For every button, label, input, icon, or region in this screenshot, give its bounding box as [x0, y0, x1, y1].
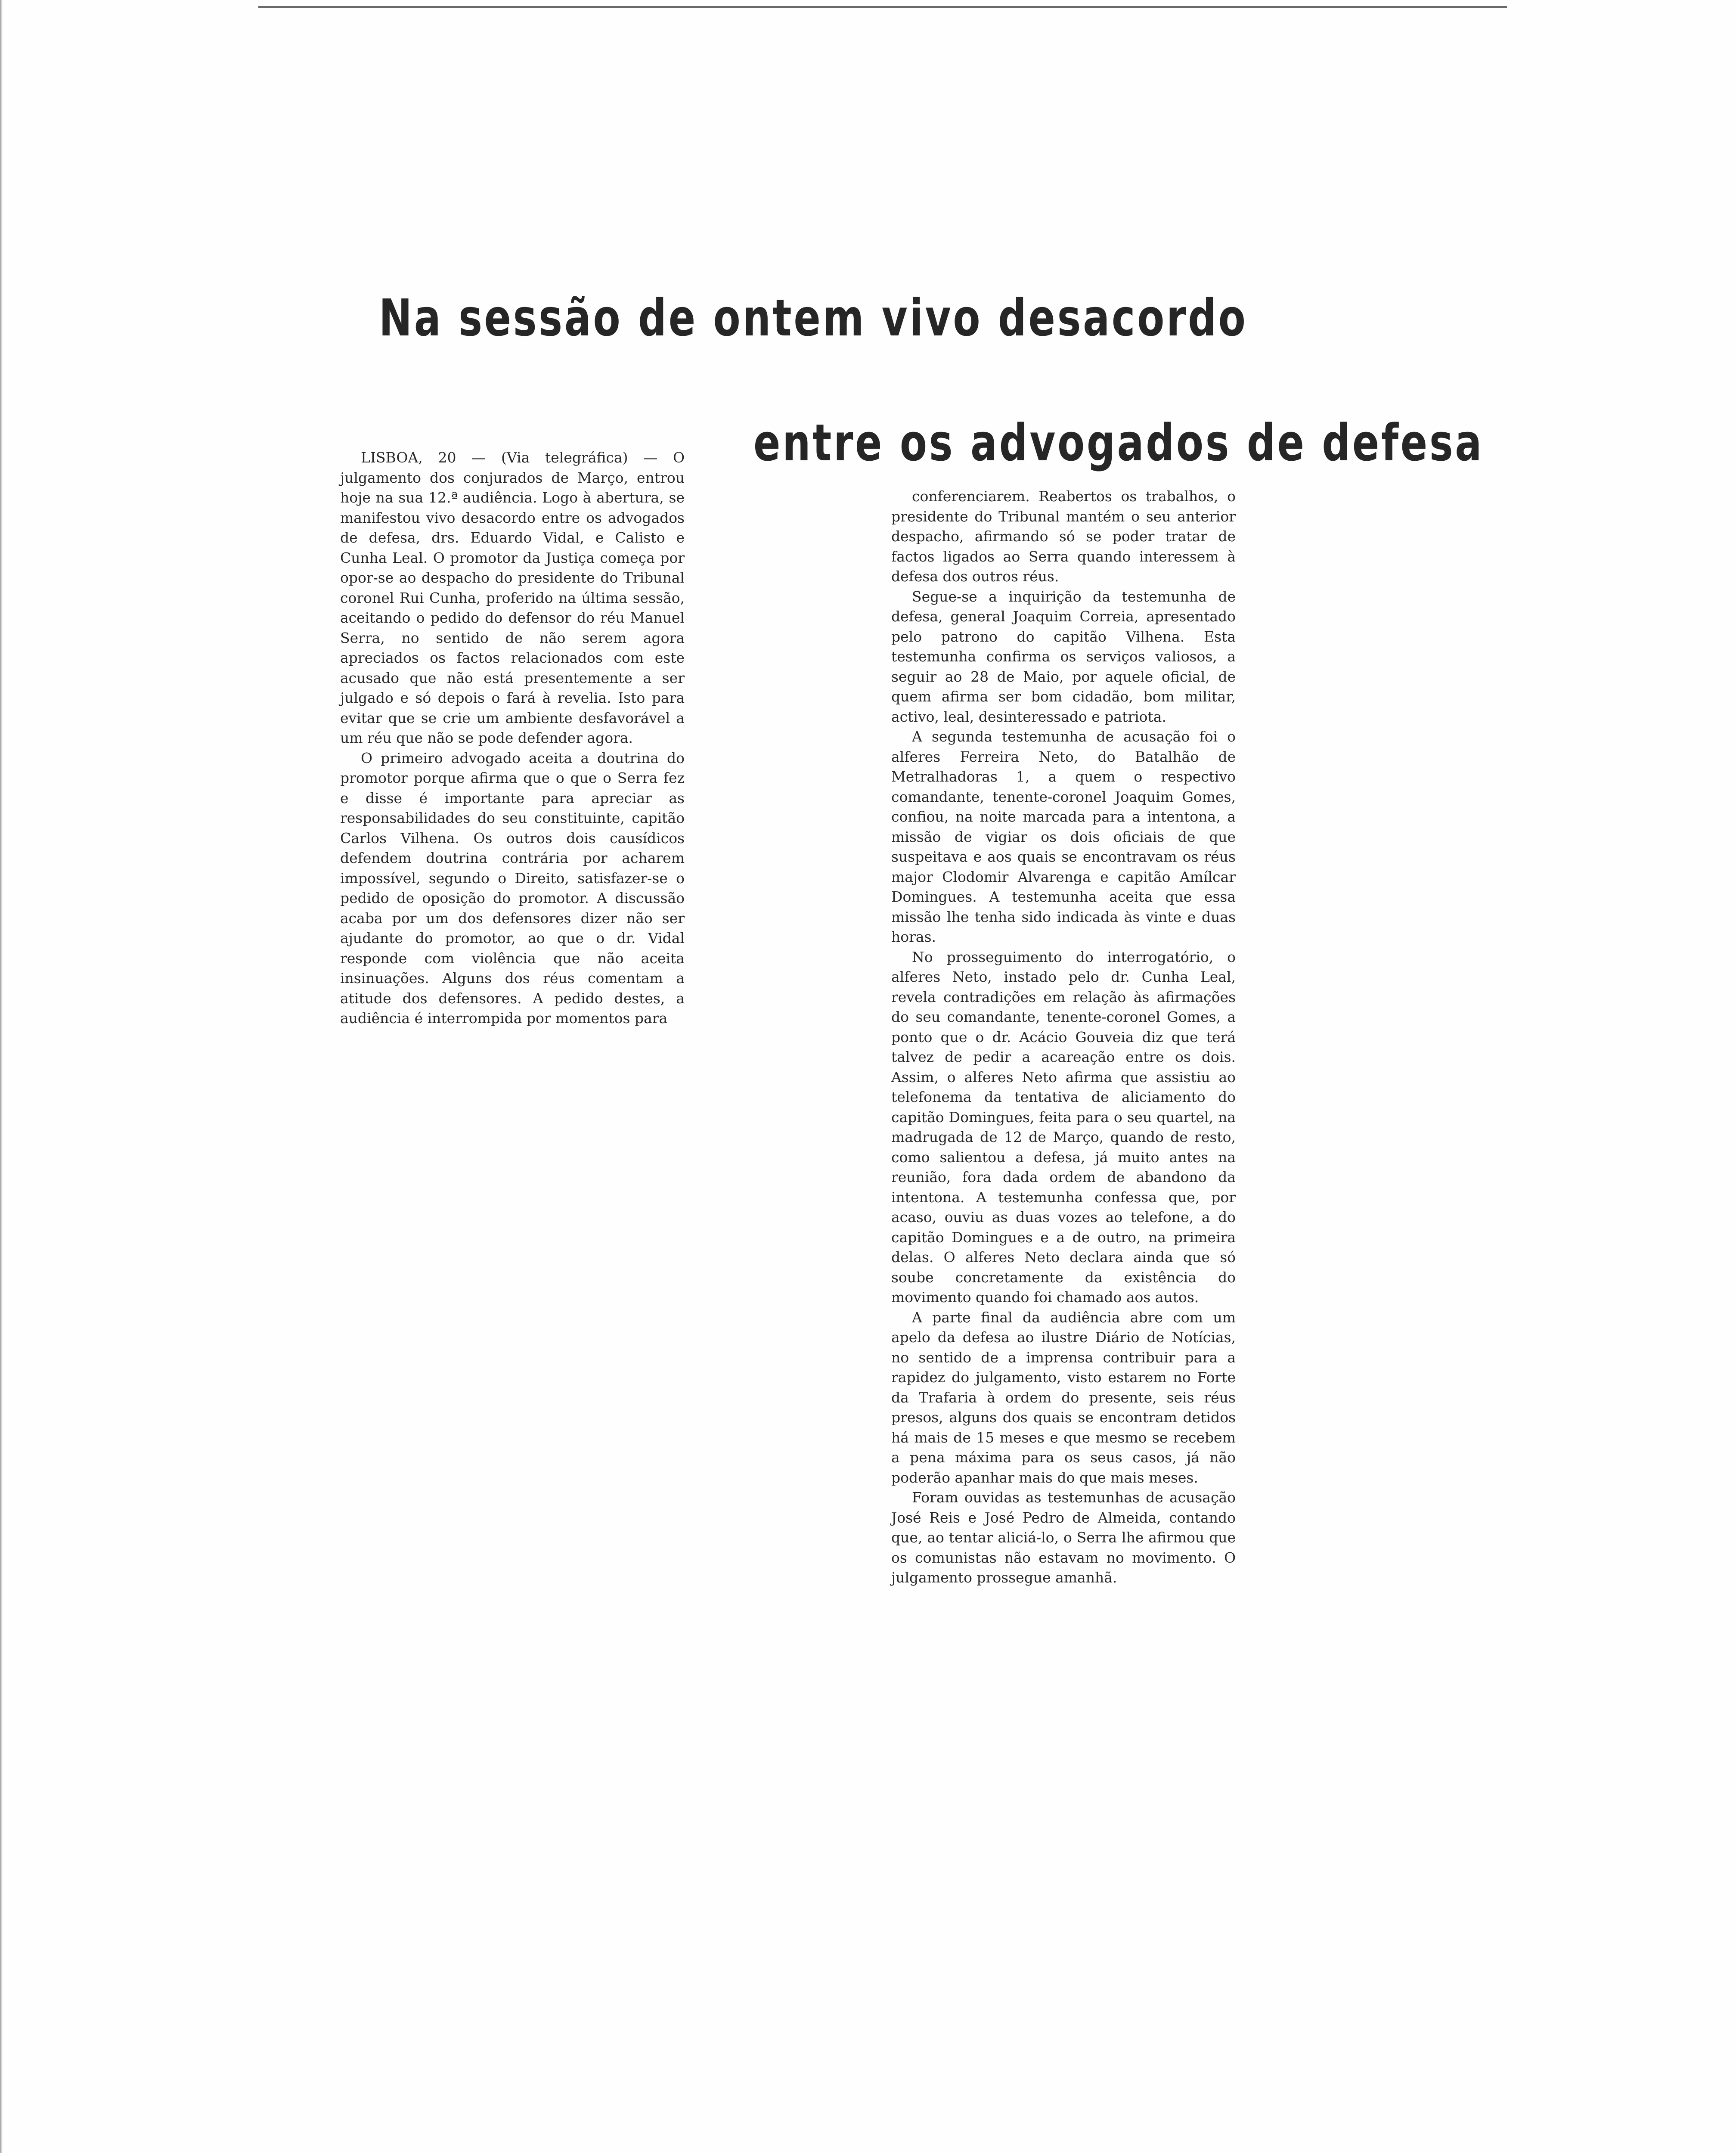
- article-paragraph: O primeiro advogado aceita a doutrina do promotor porque afirma que o que o Serra fez e disse é importante para apreciar as responsabilidades do seu constituinte, capitão Carlos Vilhena. Os outros dois causídicos defendem doutrina contrária por acharem impossível, segundo o Direito, satisfazer-se o pedido de oposição do promotor. A discussão acaba por um dos defensores dizer não ser ajudante do promotor, ao que o dr. Vidal responde com violência que não aceita insinuações. Alguns dos réus comentam a atitude dos defensores. A pedido destes, a audiência é interrompida por momentos para: [340, 749, 685, 1027]
- article-paragraph: Segue-se a inquirição da testemunha de defesa, general Joaquim Correia, apresentado pelo patrono do capitão Vilhena. Esta testemunha confirma os serviços valiosos, a seguir ao 28 de Maio, por aquele oficial, de quem afirma ser bom cidadão, bom militar, activo, leal, desinteressado e patriota.: [891, 588, 1236, 725]
- article-paragraph: conferenciarem. Reabertos os trabalhos, o presidente do Tribunal mantém o seu anterior despacho, afirmando só se poder tratar de factos ligados ao Serra quando interessem à defesa dos outros réus.: [891, 488, 1236, 585]
- article-column-right: [891, 487, 1236, 1588]
- article-paragraph: A parte final da audiência abre com um apelo da defesa ao ilustre Diário de Notícias, no sentido de a imprensa contribuir para a rapidez do julgamento, visto estarem no Forte da Trafaria à ordem do presente, seis réus presos, alguns dos quais se encontram detidos há mais de 15 meses e que mesmo se recebem a pena máxima para os seus casos, já não poderão apanhar mais do que mais meses.: [891, 1309, 1236, 1486]
- article-paragraph: A segunda testemunha de acusação foi o alferes Ferreira Neto, do Batalhão de Metralhadoras 1, a quem o respectivo comandante, tenente-coronel Joaquim Gomes, confiou, na noite marcada para a intentona, a missão de vigiar os dois oficiais de que suspeitava e aos quais se encontravam os réus major Clodomir Alvarenga e capitão Amílcar Domingues. A testemunha aceita que essa missão lhe tenha sido indicada às vinte e duas horas.: [891, 728, 1236, 945]
- article-paragraph: No prosseguimento do interrogatório, o alferes Neto, instado pelo dr. Cunha Leal, revela contradições em relação às afirmações do seu comandante, tenente-coronel Gomes, a ponto que o dr. Acácio Gouveia diz que terá talvez de pedir a acareação entre os dois. Assim, o alferes Neto afirma que assistiu ao telefonema da tentativa de aliciamento do capitão Domingues, feita para o seu quartel, na madrugada de 12 de Março, quando de resto, como salientou a defesa, já muito antes na reunião, fora dada ordem de abandono da intentona. A testemunha confessa que, por acaso, ouviu as duas vozes ao telefone, a do capitão Domingues e a de outro, na primeira delas. O alferes Neto declara ainda que só soube concretamente da existência do movimento quando foi chamado aos autos.: [891, 948, 1236, 1306]
- article-paragraph: LISBOA, 20 — (Via telegráfica) — O julgamento dos conjurados de Março, entrou hoje na sua 12.ª audiência. Logo à abertura, se manifestou vivo desacordo entre os advogados de defesa, drs. Eduardo Vidal, e Calisto e Cunha Leal. O promotor da Justiça começa por opor-se ao despacho do presidente do Tribunal coronel Rui Cunha, proferido na última sessão, aceitando o pedido do defensor do réu Manuel Serra, no sentido de não serem agora apreciados os factos relacionados com este acusado que não está presentemente a ser julgado e só depois o fará à revelia. Isto para evitar que se crie um ambiente desfavorável a um réu que não se pode defender agora.: [340, 449, 685, 746]
- scan-edge-shadow: [0, 0, 3, 2153]
- article-column-left: [340, 448, 685, 1029]
- headline-line-2: entre os advogados de defesa: [753, 413, 1484, 473]
- headline-line-1: Na sessão de ontem vivo desacordo: [379, 288, 1248, 348]
- article-paragraph: Foram ouvidas as testemunhas de acusação José Reis e José Pedro de Almeida, contando que, ao tentar aliciá-lo, o Serra lhe afirmou que os comunistas não estavam no movimento. O julgamento prossegue amanhã.: [891, 1489, 1236, 1586]
- top-border-line: [258, 6, 1507, 8]
